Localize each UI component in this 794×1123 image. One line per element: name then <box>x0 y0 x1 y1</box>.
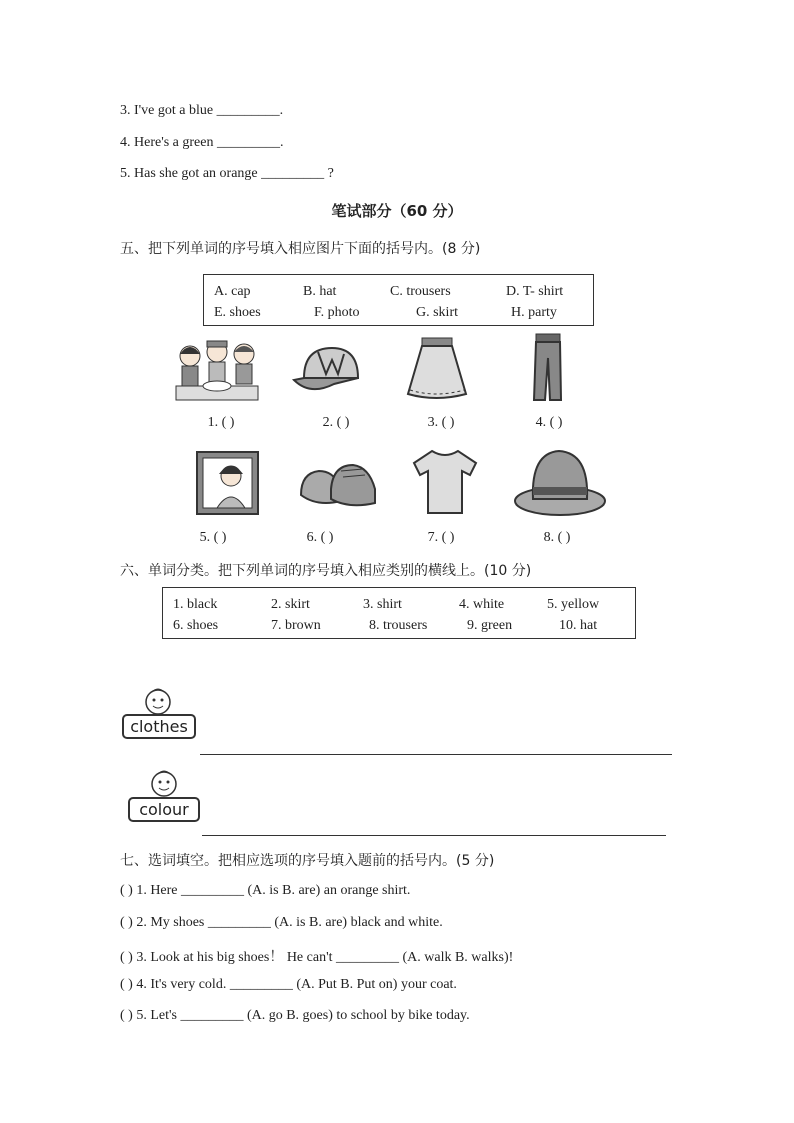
photo-picture <box>195 450 260 516</box>
caption-8: 8. ( ) <box>543 530 571 545</box>
category-colour: colour <box>128 797 200 822</box>
fill-item-1: ( ) 1. Here _________ (A. is B. are) an orange shirt. <box>120 883 411 898</box>
word-g: G. skirt <box>416 305 458 320</box>
tshirt-picture <box>412 447 478 517</box>
word-box-5 <box>203 274 594 326</box>
answer-line-colour[interactable] <box>202 835 666 836</box>
fill-item-5: ( ) 5. Let's _________ (A. go B. goes) to school by bike today. <box>120 1008 470 1023</box>
word-f: F. photo <box>314 305 360 320</box>
word-1: 1. black <box>173 597 218 612</box>
section-5-heading: 五、把下列单词的序号填入相应图片下面的括号内。(8 分) <box>120 241 481 257</box>
fill-item-3: ( ) 3. Look at his big shoes！ He can't _________ (A. walk B. walks)! <box>120 950 514 965</box>
section-title: 笔试部分（60 分） <box>331 202 463 220</box>
caption-2: 2. ( ) <box>322 415 350 430</box>
question-4: 4. Here's a green _________. <box>120 135 284 150</box>
word-box-6 <box>162 587 636 639</box>
answer-line-clothes[interactable] <box>200 754 672 755</box>
hat-picture <box>513 447 608 519</box>
word-3: 3. shirt <box>363 597 402 612</box>
word-7: 7. brown <box>271 618 321 633</box>
fill-item-2: ( ) 2. My shoes _________ (A. is B. are) black and white. <box>120 915 443 930</box>
kid-face-icon <box>146 768 182 798</box>
caption-3: 3. ( ) <box>427 415 455 430</box>
caption-4: 4. ( ) <box>535 415 563 430</box>
section-6-heading: 六、单词分类。把下列单词的序号填入相应类别的横线上。(10 分) <box>120 563 532 579</box>
word-a: A. cap <box>214 284 251 299</box>
word-e: E. shoes <box>214 305 261 320</box>
word-b: B. hat <box>303 284 337 299</box>
cap-picture <box>290 340 365 400</box>
word-2: 2. skirt <box>271 597 310 612</box>
shoes-picture <box>297 455 379 513</box>
word-6: 6. shoes <box>173 618 219 633</box>
word-8: 8. trousers <box>369 618 428 633</box>
question-3: 3. I've got a blue _________. <box>120 103 284 118</box>
caption-5: 5. ( ) <box>199 530 227 545</box>
kid-face-icon <box>140 686 176 716</box>
word-9: 9. green <box>467 618 513 633</box>
word-d: D. T- shirt <box>506 284 564 299</box>
caption-6: 6. ( ) <box>306 530 334 545</box>
question-5: 5. Has she got an orange _________ ? <box>120 166 334 181</box>
caption-1: 1. ( ) <box>207 415 235 430</box>
word-c: C. trousers <box>390 284 451 299</box>
category-clothes: clothes <box>122 714 196 739</box>
word-5: 5. yellow <box>547 597 600 612</box>
word-10: 10. hat <box>559 618 598 633</box>
word-h: H. party <box>511 305 557 320</box>
section-7-heading: 七、选词填空。把相应选项的序号填入题前的括号内。(5 分) <box>120 853 495 869</box>
caption-7: 7. ( ) <box>427 530 455 545</box>
skirt-picture <box>404 336 469 404</box>
trousers-picture <box>530 332 565 404</box>
party-picture <box>172 336 262 404</box>
word-4: 4. white <box>459 597 505 612</box>
fill-item-4: ( ) 4. It's very cold. _________ (A. Put B. Put on) your coat. <box>120 977 457 992</box>
